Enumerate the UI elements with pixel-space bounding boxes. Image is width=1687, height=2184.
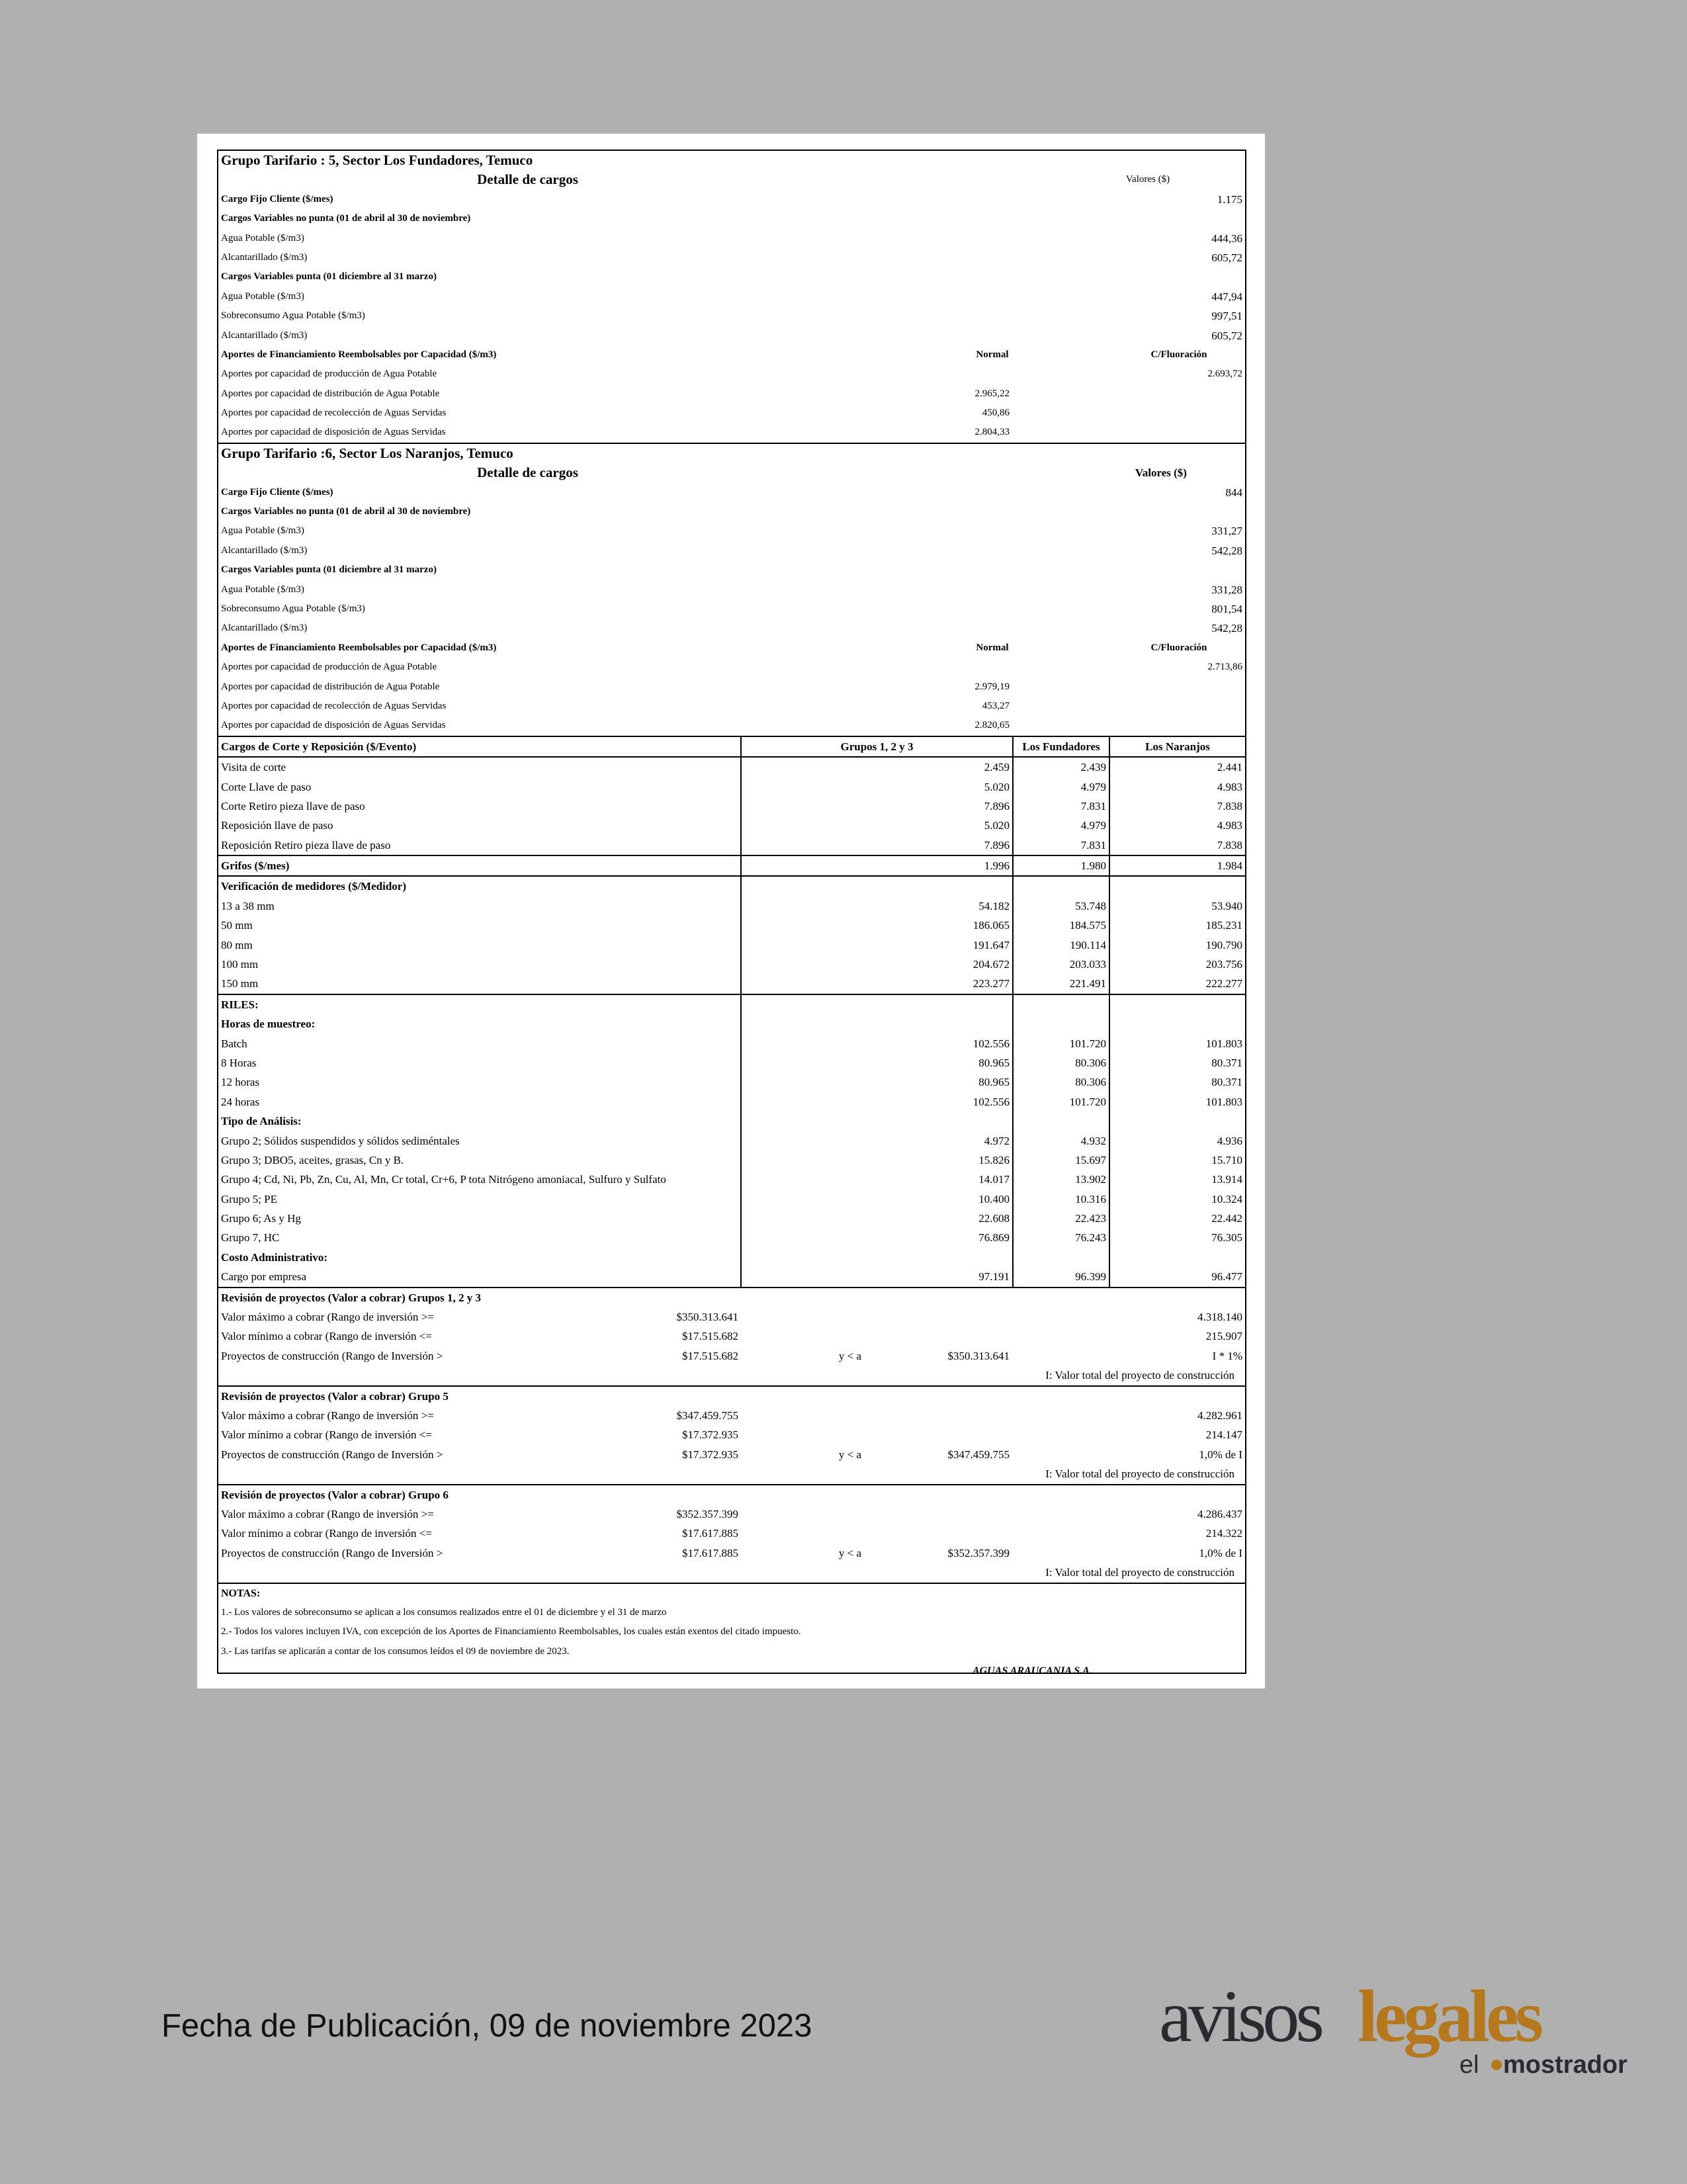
c2-value: 7.831 — [1080, 838, 1106, 852]
g6-aporte-row — [218, 658, 1245, 677]
c2-value: 221.491 — [1069, 977, 1106, 990]
fluor-value: 2.713,86 — [1207, 662, 1242, 673]
row-label: Alcantarillado ($/m3) — [221, 623, 308, 634]
c3-value: 10.324 — [1211, 1192, 1242, 1205]
g5-nopunta-row — [218, 229, 1245, 248]
tipo-rows — [218, 1131, 1245, 1248]
corte-header-row — [218, 737, 1245, 758]
g6-cargo-fijo-row — [218, 483, 1245, 502]
row-label: Grupo 3; DBO5, aceites, grasas, Cn y B. — [221, 1153, 404, 1166]
notas-title: NOTAS: — [221, 1587, 261, 1599]
g5-punta-row — [218, 306, 1245, 326]
c1-value: 97.191 — [978, 1270, 1010, 1284]
c3-value: 190.790 — [1205, 938, 1242, 951]
grifos-row — [218, 856, 1245, 877]
c3-value: 80.371 — [1211, 1076, 1242, 1089]
fluor-value: 2.693,72 — [1207, 369, 1242, 380]
row-label: Agua Potable ($/m3) — [221, 525, 304, 537]
revision-note: I: Valor total del proyecto de construcción — [1045, 1566, 1234, 1579]
row-label: Agua Potable ($/m3) — [221, 232, 304, 243]
corte-rows — [218, 758, 1245, 856]
value: 214.322 — [1205, 1527, 1242, 1540]
costo-header-row — [218, 1248, 1245, 1267]
g5-punta-row — [218, 287, 1245, 306]
range-connector: y < a — [838, 1349, 862, 1362]
g5-fluor-header: C/Fluoración — [1150, 349, 1207, 360]
table-row — [218, 1053, 1245, 1072]
nota-text: 3.- Las tarifas se aplicarán a contar de los consumos leídos el 09 de noviembre de 2023. — [221, 1645, 570, 1657]
c2-value: 101.720 — [1069, 1095, 1106, 1108]
row-label: Sobreconsumo Agua Potable ($/m3) — [221, 310, 365, 322]
normal-value: 450,86 — [982, 408, 1010, 419]
row-label: Visita de corte — [221, 761, 286, 774]
g6-nopunta-row — [218, 541, 1245, 560]
row-value: 331,27 — [1211, 525, 1242, 538]
row-label: Valor máximo a cobrar (Rango de inversión >= — [221, 1409, 434, 1422]
grifos-c3: 1.984 — [1217, 859, 1242, 873]
table-row — [218, 1131, 1245, 1151]
g5-cargo-fijo-row — [218, 190, 1245, 209]
riles-label: RILES: — [221, 998, 259, 1011]
table-row — [218, 1190, 1245, 1209]
g6-detalle: Detalle de cargos — [477, 464, 578, 481]
c3-value: 96.477 — [1211, 1270, 1242, 1284]
value: 215.907 — [1205, 1330, 1242, 1343]
logo-legales: legales — [1358, 1976, 1540, 2058]
c2-value: 4.979 — [1080, 819, 1106, 832]
revision-title: Revisión de proyectos (Valor a cobrar) Grupo 5 — [221, 1389, 449, 1403]
amount: $17.515.682 — [682, 1349, 738, 1362]
g5-punta-row — [218, 326, 1245, 345]
value: 1,0% de I — [1199, 1448, 1242, 1461]
c3-value: 4.983 — [1217, 780, 1242, 793]
g6-cargo-fijo-label: Cargo Fijo Cliente ($/mes) — [221, 486, 333, 498]
range-connector: y < a — [838, 1448, 862, 1461]
table-row — [218, 1170, 1245, 1189]
value: 4.318.140 — [1197, 1311, 1242, 1324]
g5-detalle-row — [218, 170, 1245, 189]
row-label: Aportes por capacidad de producción de Agua Potable — [221, 662, 437, 673]
row-label: 8 Horas — [221, 1056, 257, 1069]
signature-row — [218, 1661, 1245, 1681]
row-label: Alcantarillado ($/m3) — [221, 329, 308, 341]
value: 4.286.437 — [1197, 1507, 1242, 1520]
c2-value: 7.831 — [1080, 799, 1106, 812]
g6-detalle-row — [218, 463, 1245, 482]
horas-label: Horas de muestreo: — [221, 1018, 316, 1031]
table-row — [218, 974, 1245, 994]
logo-el: el — [1459, 2051, 1479, 2079]
c2-value: 190.114 — [1070, 938, 1106, 951]
c2-value: 80.306 — [1075, 1056, 1106, 1069]
revision-max-row — [218, 1406, 1245, 1425]
c2-value: 13.902 — [1075, 1173, 1106, 1186]
nota-item — [218, 1603, 1245, 1622]
amount: $350.313.641 — [676, 1311, 738, 1324]
normal-value: 2.979,19 — [974, 681, 1010, 692]
nota-text: 1.- Los valores de sobreconsumo se aplican a los consumos realizados entre el 01 de diciembre y el 31 de marzo — [221, 1606, 667, 1618]
row-label: Alcantarillado ($/m3) — [221, 251, 308, 263]
riles-header-row — [218, 995, 1245, 1014]
verif-header-row — [218, 877, 1245, 896]
row-label: Cargo por empresa — [221, 1270, 307, 1284]
row-value: 447,94 — [1211, 290, 1242, 303]
revision-note-row — [218, 1464, 1245, 1485]
normal-value: 2.804,33 — [974, 427, 1010, 438]
row-label: Grupo 5; PE — [221, 1192, 277, 1205]
c3-value: 80.371 — [1211, 1056, 1242, 1069]
revision-note-row — [218, 1366, 1245, 1386]
row-label: Valor máximo a cobrar (Rango de inversión >= — [221, 1507, 434, 1520]
c1-value: 15.826 — [978, 1153, 1010, 1166]
normal-value: 2.820,65 — [974, 720, 1010, 731]
table-row — [218, 936, 1245, 955]
c3-value: 76.305 — [1211, 1231, 1242, 1245]
avisos-legales-logo — [1159, 1975, 1627, 2081]
grifos-c2: 1.980 — [1080, 859, 1106, 873]
row-label: Grupo 2; Sólidos suspendidos y sólidos sediméntales — [221, 1134, 460, 1147]
c1-value: 102.556 — [973, 1037, 1010, 1050]
row-label: Aportes por capacidad de distribución de Agua Potable — [221, 681, 440, 692]
c2-value: 4.979 — [1080, 780, 1106, 793]
g6-nopunta-label: Cargos Variables no punta (01 de abril al 30 de noviembre) — [221, 506, 471, 517]
row-label: Aportes por capacidad de producción de Agua Potable — [221, 369, 437, 380]
g6-punta-row — [218, 599, 1245, 619]
g6-punta-row — [218, 619, 1245, 638]
amount: $17.617.885 — [682, 1546, 738, 1559]
table-row — [218, 777, 1245, 797]
row-label: Alcantarillado ($/m3) — [221, 545, 308, 556]
logo-dot — [1491, 2060, 1502, 2070]
row-value: 331,28 — [1211, 583, 1242, 596]
g6-normal-header: Normal — [976, 642, 1009, 653]
g6-nopunta-row — [218, 521, 1245, 541]
c3-value: 4.983 — [1217, 819, 1242, 832]
c2-value: 101.720 — [1069, 1037, 1106, 1050]
logo-mostrador: mostrador — [1503, 2051, 1627, 2079]
col-los-naranjos: Los Naranjos — [1145, 740, 1210, 753]
revision-title-row — [218, 1288, 1245, 1307]
amount: $352.357.399 — [676, 1507, 738, 1520]
revision-title-row — [218, 1485, 1245, 1505]
g5-punta-header — [218, 267, 1245, 286]
g5-normal-header: Normal — [976, 349, 1009, 360]
g5-cargo-fijo-label: Cargo Fijo Cliente ($/mes) — [221, 193, 333, 204]
nota-text: 2.- Todos los valores incluyen IVA, con excepción de los Aportes de Financiamiento Reembolsables, los cuales están exentos del citado impuesto. — [221, 1626, 801, 1638]
c3-value: 4.936 — [1217, 1134, 1242, 1147]
revision-proy-row — [218, 1544, 1245, 1563]
c3-value: 7.838 — [1217, 799, 1242, 812]
g6-aporte-row — [218, 677, 1245, 697]
row-label: Proyectos de construcción (Rango de Inversión > — [221, 1448, 443, 1461]
g6-valores-header: Valores ($) — [1135, 466, 1187, 480]
grifos-label: Grifos ($/mes) — [221, 859, 290, 873]
g6-punta-header — [218, 560, 1245, 580]
table-row — [218, 836, 1245, 856]
c3-value: 13.914 — [1211, 1173, 1242, 1186]
c1-value: 102.556 — [973, 1095, 1010, 1108]
row-label: Grupo 7, HC — [221, 1231, 280, 1245]
g5-punta-label: Cargos Variables punta (01 diciembre al 31 marzo) — [221, 271, 437, 283]
table-row — [218, 896, 1245, 916]
row-label: 100 mm — [221, 958, 259, 971]
row-value: 605,72 — [1211, 251, 1242, 264]
table-row — [218, 916, 1245, 935]
signature: AGUAS ARAUCANIA S.A. — [973, 1665, 1092, 1677]
c1-value: 4.972 — [984, 1134, 1010, 1147]
c1-value: 191.647 — [973, 938, 1010, 951]
c2-value: 10.316 — [1075, 1192, 1106, 1205]
row-label: Valor mínimo a cobrar (Rango de inversión <= — [221, 1428, 432, 1442]
nota-item — [218, 1642, 1245, 1661]
c1-value: 7.896 — [984, 799, 1010, 812]
c3-value: 203.756 — [1205, 958, 1242, 971]
g5-aportes-header — [218, 345, 1245, 365]
g6-aportes-label: Aportes de Financiamiento Reembolsables por Capacidad ($/m3) — [221, 642, 497, 653]
g6-punta-row — [218, 580, 1245, 599]
c2-value: 15.697 — [1075, 1153, 1106, 1166]
row-value: 605,72 — [1211, 329, 1242, 342]
c1-value: 10.400 — [978, 1192, 1010, 1205]
table-row — [218, 797, 1245, 816]
c1-value: 223.277 — [973, 977, 1010, 990]
g5-nopunta-label: Cargos Variables no punta (01 de abril al 30 de noviembre) — [221, 213, 471, 224]
g5-aporte-row — [218, 423, 1245, 443]
g6-fluor-header: C/Fluoración — [1150, 642, 1207, 653]
nota-item — [218, 1622, 1245, 1641]
c3-value: 185.231 — [1205, 919, 1242, 932]
row-label: Valor mínimo a cobrar (Rango de inversión <= — [221, 1527, 432, 1540]
g5-aporte-row — [218, 404, 1245, 423]
c1-value: 5.020 — [984, 780, 1010, 793]
c1-value: 80.965 — [978, 1056, 1010, 1069]
table-row — [218, 1151, 1245, 1170]
table-row — [218, 1072, 1245, 1092]
revision-note: I: Valor total del proyecto de construcción — [1045, 1467, 1234, 1481]
c1-value: 54.182 — [978, 899, 1010, 912]
tipo-header-row — [218, 1112, 1245, 1131]
row-label: Aportes por capacidad de recolección de Aguas Servidas — [221, 408, 447, 419]
revision-min-row — [218, 1327, 1245, 1346]
row-label: 150 mm — [221, 977, 259, 990]
revision-min-row — [218, 1425, 1245, 1444]
row-label: 13 a 38 mm — [221, 899, 275, 912]
verif-rows — [218, 896, 1245, 995]
g5-valores-header: Valores ($) — [1125, 174, 1170, 185]
c2-value: 4.932 — [1080, 1134, 1106, 1147]
revision-max-row — [218, 1505, 1245, 1524]
revision-note: I: Valor total del proyecto de construcción — [1045, 1369, 1234, 1382]
revision-sections — [218, 1288, 1245, 1584]
g6-aportes-header — [218, 638, 1245, 658]
value: 4.282.961 — [1197, 1409, 1242, 1422]
g5-aporte-row — [218, 365, 1245, 384]
c3-value: 15.710 — [1211, 1153, 1242, 1166]
grifos-c1: 1.996 — [984, 859, 1010, 873]
normal-value: 2.965,22 — [974, 388, 1010, 399]
c1-value: 22.608 — [978, 1212, 1010, 1225]
logo-avisos: avisos — [1159, 1976, 1320, 2058]
row-label: Proyectos de construcción (Rango de Inversión > — [221, 1349, 443, 1362]
revision-title: Revisión de proyectos (Valor a cobrar) Grupo 6 — [221, 1488, 449, 1501]
g6-title-row — [218, 444, 1245, 463]
c1-value: 186.065 — [973, 919, 1010, 932]
c2-value: 76.243 — [1075, 1231, 1106, 1245]
revision-note-row — [218, 1563, 1245, 1583]
publication-date: Fecha de Publicación, 09 de noviembre 2023 — [161, 2008, 812, 2044]
amount-upper: $350.313.641 — [947, 1349, 1010, 1362]
g6-aporte-row — [218, 716, 1245, 736]
g6-aporte-row — [218, 697, 1245, 716]
row-label: 24 horas — [221, 1095, 260, 1108]
c3-value: 222.277 — [1205, 977, 1242, 990]
row-label: Corte Llave de paso — [221, 780, 312, 793]
g5-aporte-row — [218, 384, 1245, 404]
range-connector: y < a — [838, 1546, 862, 1559]
revision-min-row — [218, 1524, 1245, 1543]
amount: $17.617.885 — [682, 1527, 738, 1540]
c3-value: 7.838 — [1217, 838, 1242, 852]
table-row — [218, 816, 1245, 835]
revision-section — [218, 1288, 1245, 1387]
c2-value: 80.306 — [1075, 1076, 1106, 1089]
g6-title: Grupo Tarifario :6, Sector Los Naranjos, Temuco — [221, 445, 513, 461]
c2-value: 2.439 — [1080, 761, 1106, 774]
row-label: Aportes por capacidad de recolección de Aguas Servidas — [221, 700, 447, 711]
document-sheet — [197, 134, 1265, 1688]
c3-value: 101.803 — [1205, 1037, 1242, 1050]
c3-value: 22.442 — [1211, 1212, 1242, 1225]
amount: $17.372.935 — [682, 1448, 738, 1461]
c1-value: 80.965 — [978, 1076, 1010, 1089]
costo-label: Costo Administrativo: — [221, 1250, 328, 1264]
horas-rows — [218, 1034, 1245, 1112]
value: 1,0% de I — [1199, 1546, 1242, 1559]
c3-value: 2.441 — [1217, 761, 1242, 774]
costo-row — [218, 1267, 1245, 1288]
row-label: Reposición Retiro pieza llave de paso — [221, 838, 391, 852]
table-row — [218, 1092, 1245, 1112]
value: 214.147 — [1205, 1428, 1242, 1442]
col-los-fundadores: Los Fundadores — [1022, 740, 1100, 753]
c2-value: 184.575 — [1069, 919, 1106, 932]
g5-nopunta-row — [218, 248, 1245, 267]
row-label: Sobreconsumo Agua Potable ($/m3) — [221, 603, 365, 614]
row-label: Grupo 4; Cd, Ni, Pb, Zn, Cu, Al, Mn, Cr total, Cr+6, P tota Nitrógeno amoniacal, Sulfuro y Sulfato — [221, 1173, 666, 1186]
g5-nopunta-header — [218, 209, 1245, 228]
row-label: Batch — [221, 1037, 247, 1050]
row-label: Corte Retiro pieza llave de paso — [221, 799, 365, 812]
g5-detalle: Detalle de cargos — [477, 171, 578, 188]
table-row — [218, 955, 1245, 974]
c1-value: 204.672 — [973, 958, 1010, 971]
c1-value: 7.896 — [984, 838, 1010, 852]
c1-value: 76.869 — [978, 1231, 1010, 1245]
normal-value: 453,27 — [982, 700, 1010, 711]
revision-section — [218, 1485, 1245, 1584]
c3-value: 101.803 — [1205, 1095, 1242, 1108]
table-row — [218, 1209, 1245, 1228]
row-label: Aportes por capacidad de distribución de Agua Potable — [221, 388, 440, 399]
c2-value: 22.423 — [1075, 1212, 1106, 1225]
value: I * 1% — [1212, 1349, 1242, 1362]
row-label: Agua Potable ($/m3) — [221, 584, 304, 595]
c1-value: 5.020 — [984, 819, 1010, 832]
revision-title-row — [218, 1387, 1245, 1406]
g5-cargo-fijo-value: 1.175 — [1217, 193, 1242, 206]
row-label: 50 mm — [221, 919, 253, 932]
tariff-table — [217, 150, 1246, 1677]
row-value: 542,28 — [1211, 544, 1242, 557]
revision-section — [218, 1387, 1245, 1485]
g5-title: Grupo Tarifario : 5, Sector Los Fundadores, Temuco — [221, 152, 533, 168]
g5-title-row — [218, 151, 1245, 170]
verif-label: Verificación de medidores ($/Medidor) — [221, 880, 406, 893]
revision-proy-row — [218, 1346, 1245, 1366]
row-label: Valor mínimo a cobrar (Rango de inversión <= — [221, 1330, 432, 1343]
row-value: 444,36 — [1211, 232, 1242, 245]
horas-header-row — [218, 1014, 1245, 1033]
row-label: 80 mm — [221, 938, 253, 951]
amount: $17.515.682 — [682, 1330, 738, 1343]
row-label: 12 horas — [221, 1076, 260, 1089]
row-label: Valor máximo a cobrar (Rango de inversión >= — [221, 1311, 434, 1324]
row-value: 801,54 — [1211, 602, 1242, 615]
g6-nopunta-header — [218, 502, 1245, 521]
row-label: Aportes por capacidad de disposición de Aguas Servidas — [221, 427, 446, 438]
notas-title-row — [218, 1584, 1245, 1603]
table-row — [218, 758, 1245, 777]
tipo-label: Tipo de Análisis: — [221, 1115, 302, 1128]
row-label: Grupo 6; As y Hg — [221, 1212, 301, 1225]
amount: $17.372.935 — [682, 1428, 738, 1442]
row-label: Reposición llave de paso — [221, 819, 333, 832]
row-label: Proyectos de construcción (Rango de Inversión > — [221, 1546, 443, 1559]
c2-value: 96.399 — [1075, 1270, 1106, 1284]
row-label: Aportes por capacidad de disposición de Aguas Servidas — [221, 720, 446, 731]
col-grupos-123: Grupos 1, 2 y 3 — [840, 740, 914, 753]
amount: $347.459.755 — [676, 1409, 738, 1422]
g6-punta-label: Cargos Variables punta (01 diciembre al 31 marzo) — [221, 564, 437, 576]
table-row — [218, 1034, 1245, 1053]
c1-value: 14.017 — [978, 1173, 1010, 1186]
c1-value: 2.459 — [984, 761, 1010, 774]
corte-label: Cargos de Corte y Reposición ($/Evento) — [221, 740, 417, 753]
revision-title: Revisión de proyectos (Valor a cobrar) Grupos 1, 2 y 3 — [221, 1291, 482, 1304]
table-row — [218, 1228, 1245, 1247]
c2-value: 53.748 — [1075, 899, 1106, 912]
amount-upper: $347.459.755 — [947, 1448, 1010, 1461]
c2-value: 203.033 — [1069, 958, 1106, 971]
row-value: 997,51 — [1211, 310, 1242, 323]
row-value: 542,28 — [1211, 622, 1242, 635]
g5-aportes-label: Aportes de Financiamiento Reembolsables por Capacidad ($/m3) — [221, 349, 497, 360]
row-label: Agua Potable ($/m3) — [221, 290, 304, 302]
revision-max-row — [218, 1307, 1245, 1327]
g6-cargo-fijo-value: 844 — [1225, 486, 1242, 499]
c3-value: 53.940 — [1211, 899, 1242, 912]
revision-proy-row — [218, 1445, 1245, 1464]
amount-upper: $352.357.399 — [947, 1546, 1010, 1559]
